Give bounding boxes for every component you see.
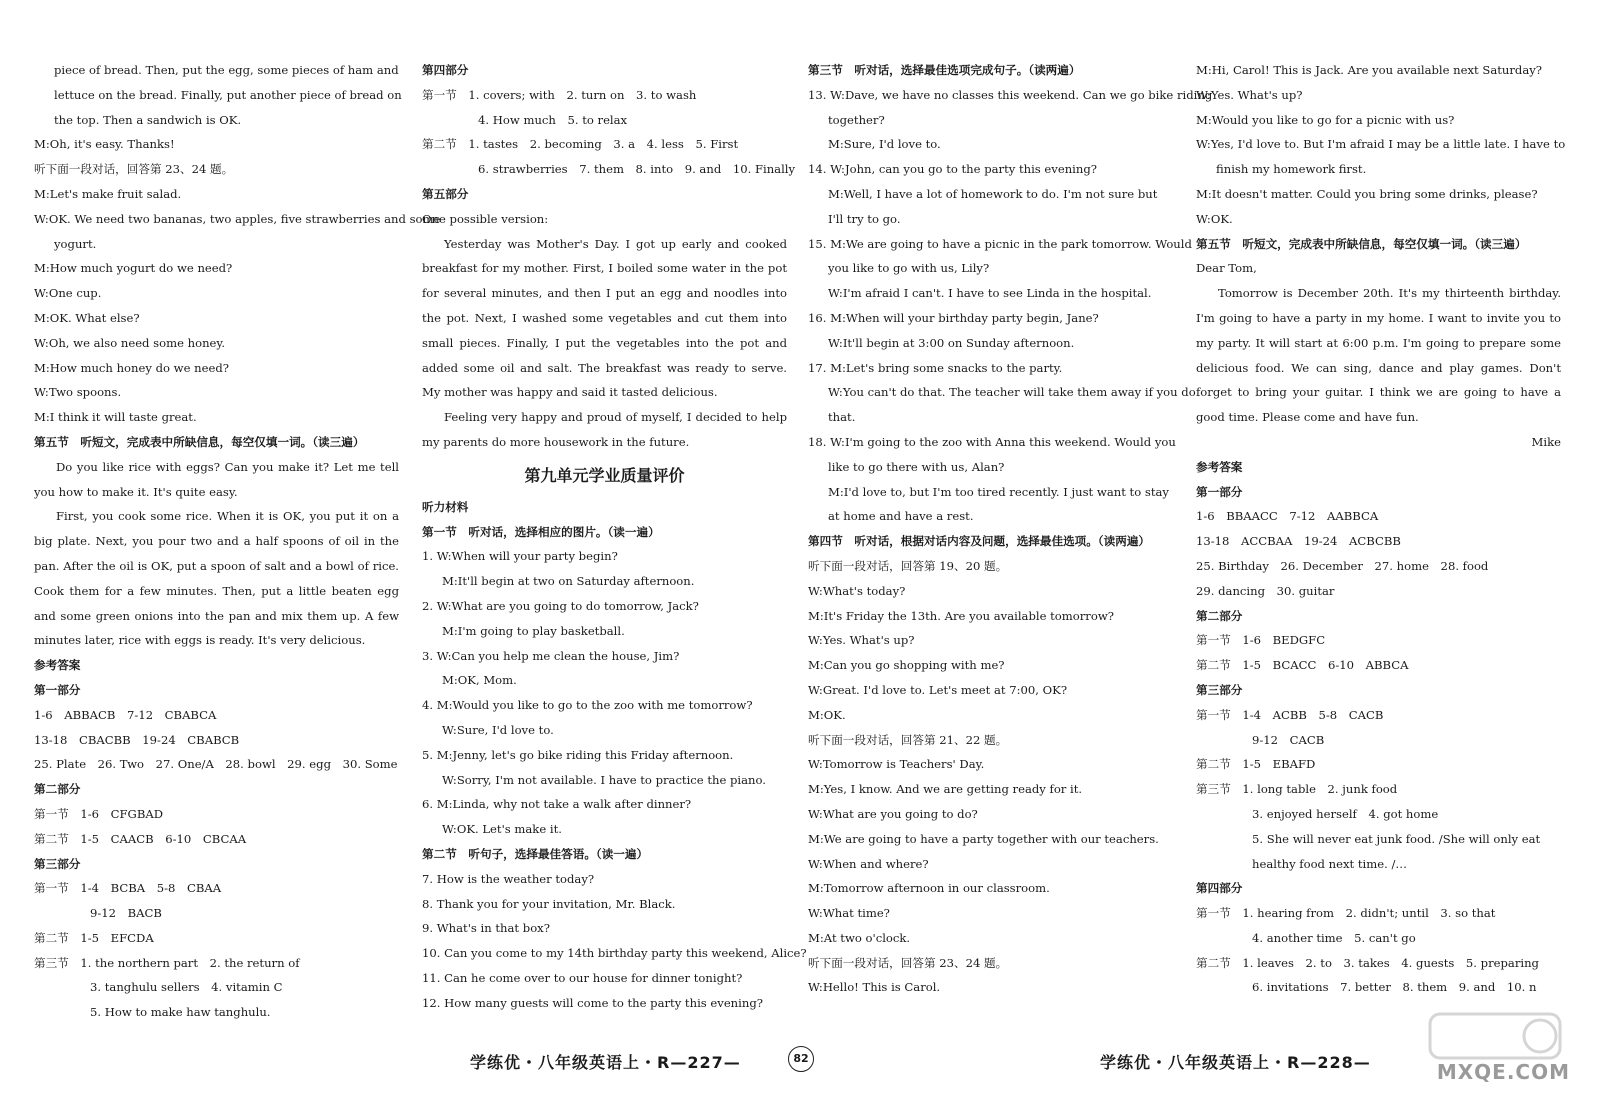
text-line: 9-12 BACB bbox=[90, 906, 162, 921]
column-4 bbox=[1196, 58, 1566, 1000]
text-line: 第三部分 bbox=[34, 856, 81, 871]
text-line: 6. strawberries 7. them 8. into 9. and 10. Finally bbox=[478, 162, 796, 177]
text-line: M:It's Friday the 13th. Are you available tomorrow? bbox=[808, 608, 1114, 623]
text-line: M:I think it will taste great. bbox=[34, 410, 197, 425]
text-line: 听下面一段对话，回答第 23、24 题。 bbox=[34, 162, 234, 177]
text-line: 第一节 1. covers; with 2. turn on 3. to wash bbox=[422, 87, 697, 102]
text-line: Feeling very happy and proud of myself, I decided to help my parents do more housework in the future. bbox=[422, 410, 787, 449]
text-line: 5. M:Jenny, let's go bike riding this Friday afternoon. bbox=[422, 747, 734, 762]
text-line: 12. How many guests will come to the party this evening? bbox=[422, 995, 763, 1010]
text-line: 听下面一段对话，回答第 21、22 题。 bbox=[808, 732, 1008, 747]
text-line: Yesterday was Mother's Day. I got up early and cooked breakfast for my mother. First, I boiled some water in the pot for several minutes, and then I put an egg and noodles into the pot. Next, I washed some vegetables and cut them into small pieces. Finally, I put the vegetables into the pot and added some oil and salt. The breakfast was ready to serve. My mother was happy and said it tasted delicious. bbox=[422, 236, 787, 400]
text-line: Mike bbox=[1531, 434, 1561, 449]
column-2-bottom bbox=[422, 495, 807, 1016]
text-line: 第四部分 bbox=[422, 63, 469, 77]
footer-right: 学练优・八年级英语上・R—228— bbox=[1100, 1053, 1371, 1072]
text-line: 7. How is the weather today? bbox=[422, 871, 595, 886]
text-line: W:Sorry, I'm not available. I have to practice the piano. bbox=[442, 772, 766, 787]
column-2-top bbox=[422, 58, 796, 455]
text-line: finish my homework first. bbox=[1216, 162, 1367, 177]
page-folio: 82 bbox=[788, 1046, 814, 1072]
footer-left: 学练优・八年级英语上・R—227— bbox=[470, 1053, 741, 1072]
text-line: 第一节 1. hearing from 2. didn't; until 3. so that bbox=[1196, 906, 1496, 921]
text-line: 11. Can he come over to our house for dinner tonight? bbox=[422, 970, 743, 985]
text-line: W:Two spoons. bbox=[34, 385, 122, 400]
text-line: 13. W:Dave, we have no classes this weekend. Can we go bike riding bbox=[808, 87, 1213, 102]
text-line: 13-18 CBACBB 19-24 CBABCB bbox=[34, 732, 240, 747]
text-line: 3. W:Can you help me clean the house, Jim? bbox=[422, 648, 680, 663]
text-line: 第四部分 bbox=[1196, 881, 1243, 896]
text-line: M:How much yogurt do we need? bbox=[34, 261, 233, 276]
text-line: you like to go with us, Lily? bbox=[828, 261, 990, 276]
text-line: 14. W:John, can you go to the party this evening? bbox=[808, 162, 1097, 177]
text-line: 第一节 1-4 BCBA 5-8 CBAA bbox=[34, 881, 222, 896]
text-line: 第一部分 bbox=[34, 682, 81, 697]
text-line: 第二节 1-5 CAACB 6-10 CBCAA bbox=[34, 831, 247, 846]
text-line: W:What's today? bbox=[808, 583, 906, 598]
text-line: W:OK. bbox=[1196, 211, 1233, 226]
text-line: M:OK. bbox=[808, 707, 846, 722]
text-line: M:OK. What else? bbox=[34, 310, 140, 325]
text-line: Tomorrow is December 20th. It's my thirteenth birthday. I'm going to have a party in my home. I want to invite you to my party. It will start at 6:00 p.m. I'm going to prepare some delicious food. We can sing, dance and play games. Don't forget to bring your guitar. I think we are going to have a good time. Please come and have fun. bbox=[1196, 286, 1561, 425]
text-line: W:When and where? bbox=[808, 856, 929, 871]
text-line: M:It doesn't matter. Could you bring some drinks, please? bbox=[1196, 186, 1538, 201]
text-line: 第二节 听句子，选择最佳答语。（读一遍） bbox=[422, 846, 649, 861]
text-line: 第三节 1. the northern part 2. the return of bbox=[34, 955, 300, 970]
text-line: M:Hi, Carol! This is Jack. Are you available next Saturday? bbox=[1196, 63, 1543, 77]
text-line: M:Sure, I'd love to. bbox=[828, 137, 941, 152]
text-line: M:Well, I have a lot of homework to do. I'm not sure but bbox=[828, 186, 1158, 201]
text-line: yogurt. bbox=[54, 236, 97, 251]
text-line: 6. M:Linda, why not take a walk after dinner? bbox=[422, 797, 692, 812]
text-line: W:Tomorrow is Teachers' Day. bbox=[808, 757, 985, 772]
text-line: M:We are going to have a party together with our teachers. bbox=[808, 831, 1159, 846]
column-2 bbox=[422, 58, 807, 1015]
text-line: W:Yes, I'd love to. But I'm afraid I may be a little late. I have to bbox=[1196, 137, 1566, 152]
text-line: 4. another time 5. can't go bbox=[1252, 930, 1416, 945]
text-line: W:Yes. What's up? bbox=[808, 633, 915, 648]
text-line: 听下面一段对话，回答第 19、20 题。 bbox=[808, 558, 1008, 573]
text-line: M:Can you go shopping with me? bbox=[808, 658, 1005, 673]
text-line: healthy food next time. /… bbox=[1252, 856, 1407, 871]
text-line: 5. She will never eat junk food. /She will only eat bbox=[1252, 831, 1541, 846]
text-line: 第三节 1. long table 2. junk food bbox=[1196, 782, 1398, 797]
text-line: 第一节 1-6 CFGBAD bbox=[34, 806, 164, 821]
text-line: Dear Tom, bbox=[1196, 261, 1257, 276]
text-line: 听下面一段对话，回答第 23、24 题。 bbox=[808, 955, 1008, 970]
column-1 bbox=[34, 58, 441, 1025]
text-line: 第一节 1-4 ACBB 5-8 CACB bbox=[1196, 707, 1384, 722]
text-line: 第二节 1-5 BCACC 6-10 ABBCA bbox=[1196, 658, 1409, 673]
text-line: 6. invitations 7. better 8. them 9. and 10. n bbox=[1252, 980, 1537, 995]
text-line: 25. Birthday 26. December 27. home 28. food bbox=[1196, 558, 1489, 573]
text-line: M:Would you like to go for a picnic with us? bbox=[1196, 112, 1455, 127]
text-line: at home and have a rest. bbox=[828, 509, 974, 524]
text-line: M:Tomorrow afternoon in our classroom. bbox=[808, 881, 1050, 896]
text-line: 3. enjoyed herself 4. got home bbox=[1252, 806, 1439, 821]
text-line: 第五节 听短文，完成表中所缺信息，每空仅填一词。（读三遍） bbox=[1196, 236, 1527, 251]
text-line: 25. Plate 26. Two 27. One/A 28. bowl 29. egg 30. Some bbox=[34, 757, 398, 772]
text-line: 3. tanghulu sellers 4. vitamin C bbox=[90, 980, 283, 995]
text-line: W:Great. I'd love to. Let's meet at 7:00, OK? bbox=[808, 682, 1068, 697]
text-line: 参考答案 bbox=[1196, 459, 1243, 474]
text-line: 17. M:Let's bring some snacks to the party. bbox=[808, 360, 1063, 375]
text-line: 第五节 听短文，完成表中所缺信息，每空仅填一词。（读三遍） bbox=[34, 434, 365, 449]
text-line: the top. Then a sandwich is OK. bbox=[54, 112, 242, 127]
text-line: together? bbox=[828, 112, 885, 127]
text-line: 1. W:When will your party begin? bbox=[422, 549, 618, 564]
text-line: 4. How much 5. to relax bbox=[478, 112, 628, 127]
text-line: W:Oh, we also need some honey. bbox=[34, 335, 226, 350]
text-line: 听力材料 bbox=[422, 499, 469, 514]
text-line: 第一部分 bbox=[1196, 484, 1243, 499]
text-line: I'll try to go. bbox=[828, 211, 901, 226]
watermark-text: MXQE.COM bbox=[1436, 1060, 1570, 1084]
text-line: M:OK, Mom. bbox=[442, 673, 517, 688]
text-line: W:What time? bbox=[808, 906, 890, 921]
text-line: piece of bread. Then, put the egg, some pieces of ham and bbox=[54, 63, 399, 77]
text-line: W:You can't do that. The teacher will take them away if you do bbox=[828, 385, 1196, 400]
text-line: 第二部分 bbox=[34, 782, 81, 797]
text-line: 参考答案 bbox=[34, 658, 81, 673]
text-line: 第二节 1-5 EBAFD bbox=[1196, 757, 1316, 772]
text-line: W:OK. We need two bananas, two apples, five strawberries and some bbox=[34, 211, 441, 226]
text-line: like to go there with us, Alan? bbox=[828, 459, 1005, 474]
text-line: 第一节 听对话，选择相应的图片。（读一遍） bbox=[422, 524, 660, 539]
text-line: W:Yes. What's up? bbox=[1196, 87, 1303, 102]
text-line: 2. W:What are you going to do tomorrow, Jack? bbox=[422, 598, 699, 613]
text-line: W:It'll begin at 3:00 on Sunday afternoon. bbox=[828, 335, 1075, 350]
text-line: 16. M:When will your birthday party begin, Jane? bbox=[808, 310, 1099, 325]
text-line: 9-12 CACB bbox=[1252, 732, 1325, 747]
text-line: 1-6 BBAACC 7-12 AABBCA bbox=[1196, 509, 1379, 524]
text-line: 第二节 1. leaves 2. to 3. takes 4. guests 5. preparing bbox=[1196, 955, 1539, 970]
text-line: W:Hello! This is Carol. bbox=[808, 980, 941, 995]
text-line: 4. M:Would you like to go to the zoo with me tomorrow? bbox=[422, 698, 753, 713]
text-line: M:I'd love to, but I'm too tired recently. I just want to stay bbox=[828, 484, 1169, 499]
text-line: W:I'm afraid I can't. I have to see Linda in the hospital. bbox=[828, 286, 1152, 301]
text-line: 第三节 听对话，选择最佳选项完成句子。（读两遍） bbox=[808, 63, 1081, 77]
text-line: lettuce on the bread. Finally, put another piece of bread on bbox=[54, 87, 402, 102]
text-line: M:Yes, I know. And we are getting ready for it. bbox=[808, 782, 1083, 797]
text-line: 第三部分 bbox=[1196, 682, 1243, 697]
text-line: M:How much honey do we need? bbox=[34, 360, 229, 375]
text-line: 第二部分 bbox=[1196, 608, 1243, 623]
text-line: 15. M:We are going to have a picnic in the park tomorrow. Would bbox=[808, 236, 1192, 251]
text-line: 29. dancing 30. guitar bbox=[1196, 583, 1335, 598]
text-line: Do you like rice with eggs? Can you make it? Let me tell you how to make it. It's quite easy. bbox=[34, 459, 399, 499]
text-line: 第一节 1-6 BEDGFC bbox=[1196, 633, 1326, 648]
text-line: 第二节 1-5 EFCDA bbox=[34, 930, 154, 945]
text-line: One possible version: bbox=[422, 211, 549, 226]
text-line: M:I'm going to play basketball. bbox=[442, 623, 625, 638]
text-line: 5. How to make haw tanghulu. bbox=[90, 1005, 271, 1020]
text-line: 第二节 1. tastes 2. becoming 3. a 4. less 5. First bbox=[422, 137, 739, 152]
text-line: 8. Thank you for your invitation, Mr. Black. bbox=[422, 896, 676, 911]
text-line: that. bbox=[828, 410, 856, 425]
text-line: M:Let's make fruit salad. bbox=[34, 186, 182, 201]
text-line: 13-18 ACCBAA 19-24 ACBCBB bbox=[1196, 534, 1401, 549]
text-line: 第四节 听对话，根据对话内容及问题，选择最佳选项。（读两遍） bbox=[808, 534, 1151, 549]
text-line: W:One cup. bbox=[34, 286, 102, 301]
text-line: W:OK. Let's make it. bbox=[442, 822, 562, 837]
text-line: 9. What's in that box? bbox=[422, 921, 550, 936]
text-line: M:At two o'clock. bbox=[808, 930, 911, 945]
text-line: W:What are you going to do? bbox=[808, 806, 978, 821]
text-line: 第五部分 bbox=[422, 186, 469, 201]
text-line: M:It'll begin at two on Saturday afternoon. bbox=[442, 574, 695, 589]
text-line: 18. W:I'm going to the zoo with Anna this weekend. Would you bbox=[808, 434, 1176, 449]
text-line: M:Oh, it's easy. Thanks! bbox=[34, 137, 175, 152]
text-line: 1-6 ABBACB 7-12 CBABCA bbox=[34, 707, 217, 722]
column-3 bbox=[808, 58, 1213, 1000]
text-line: W:Sure, I'd love to. bbox=[442, 722, 554, 737]
text-line: 10. Can you come to my 14th birthday party this weekend, Alice? bbox=[422, 946, 807, 961]
unit-title: 第九单元学业质量评价 bbox=[524, 465, 685, 485]
text-line: First, you cook some rice. When it is OK, you put it on a big plate. Next, you pour two and a half spoons of oil in the pan. After the oil is OK, put a spoon of salt and a bowl of rice. Cook them for a few minutes. Then, put a little beaten egg and some green onions into the pan and mix them up. A few minutes later, rice with eggs is ready. It's very delicious. bbox=[34, 509, 399, 648]
